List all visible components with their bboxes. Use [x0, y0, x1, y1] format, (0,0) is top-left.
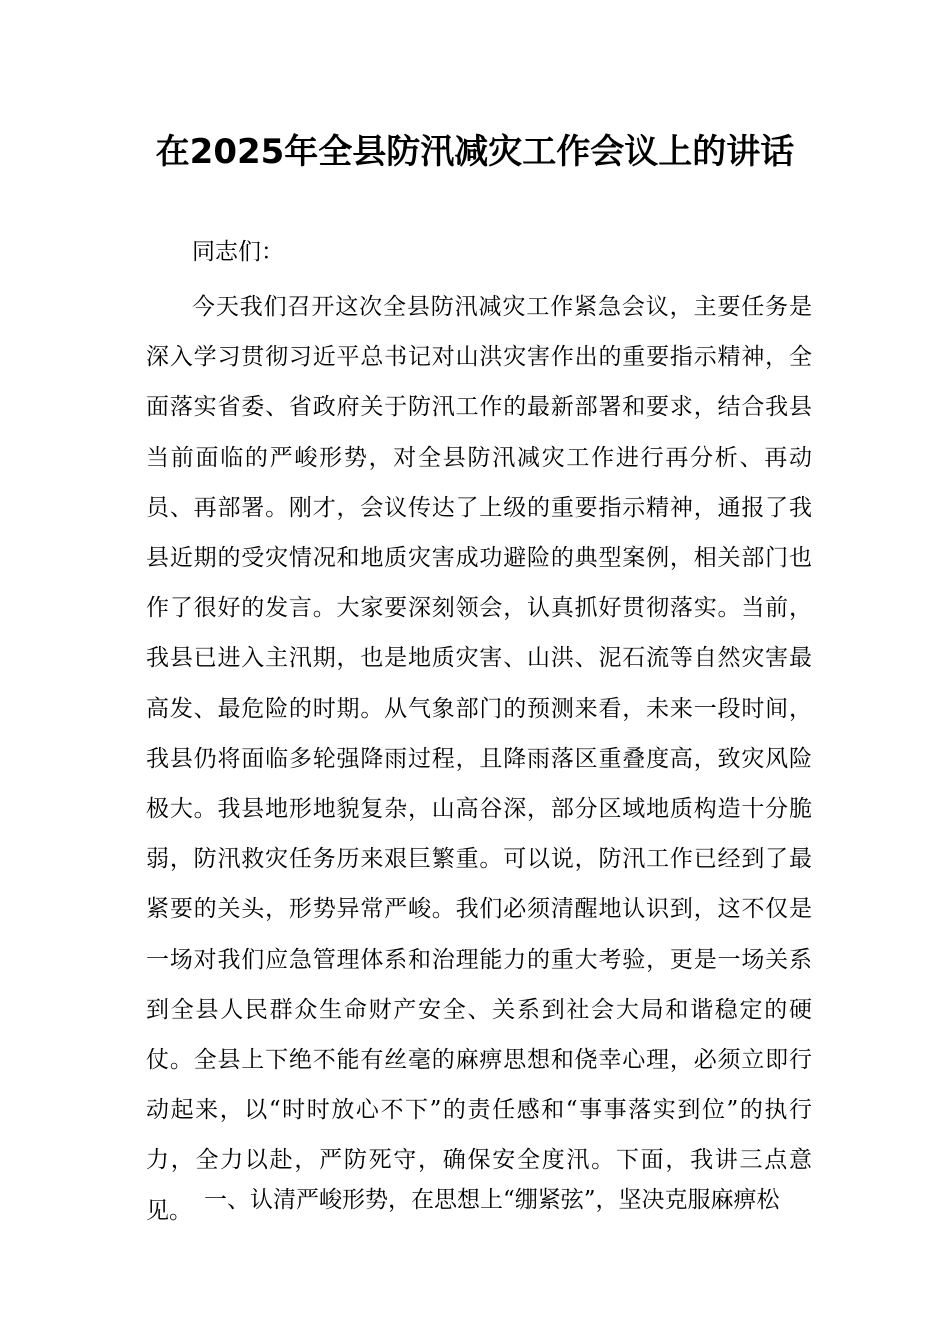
body-paragraph: 今天我们召开这次全县防汛减灾工作紧急会议，主要任务是深入学习贯彻习近平总书记对山洪灾害作出的重要指示精神，全面落实省委、省政府关于防汛工作的最新部署和要求，结合我县当前面临的严峻形势，对全县防汛减灾工作进行再分析、再动员、再部署。刚才，会议传达了上级的重要指示精神，通报了我县近期的受灾情况和地质灾害成功避险的典型案例，相关部门也作了很好的发言。大家要深刻领会，认真抓好贯彻落实。当前，我县已进入主汛期，也是地质灾害、山洪、泥石流等自然灾害最高发、最危险的时期。从气象部门的预测来看，未来一段时间，我县仍将面临多轮强降雨过程，且降雨落区重叠度高，致灾风险极大。我县地形地貌复杂，山高谷深，部分区域地质构造十分脆弱，防汛救灾任务历来艰巨繁重。可以说，防汛工作已经到了最紧要的关头，形势异常严峻。我们必须清醒地认识到，这不仅是一场对我们应急管理体系和治理能力的重大考验，更是一场关系到全县人民群众生命财产安全、关系到社会大局和谐稳定的硬仗。全县上下绝不能有丝毫的麻痹思想和侥幸心理，必须立即行动起来，以“时时放心不下”的责任感和“事事落实到位”的执行力，全力以赴，严防死守，确保安全度汛。下面，我讲三点意见。 [146, 294, 812, 1224]
document-title: 在2025年全县防汛减灾工作会议上的讲话 [155, 132, 795, 172]
salutation: 同志们： [192, 239, 284, 265]
section-heading: 一、认清严峻形势，在思想上“绷紧弦”，坚决克服麻痹松 [204, 1187, 780, 1213]
